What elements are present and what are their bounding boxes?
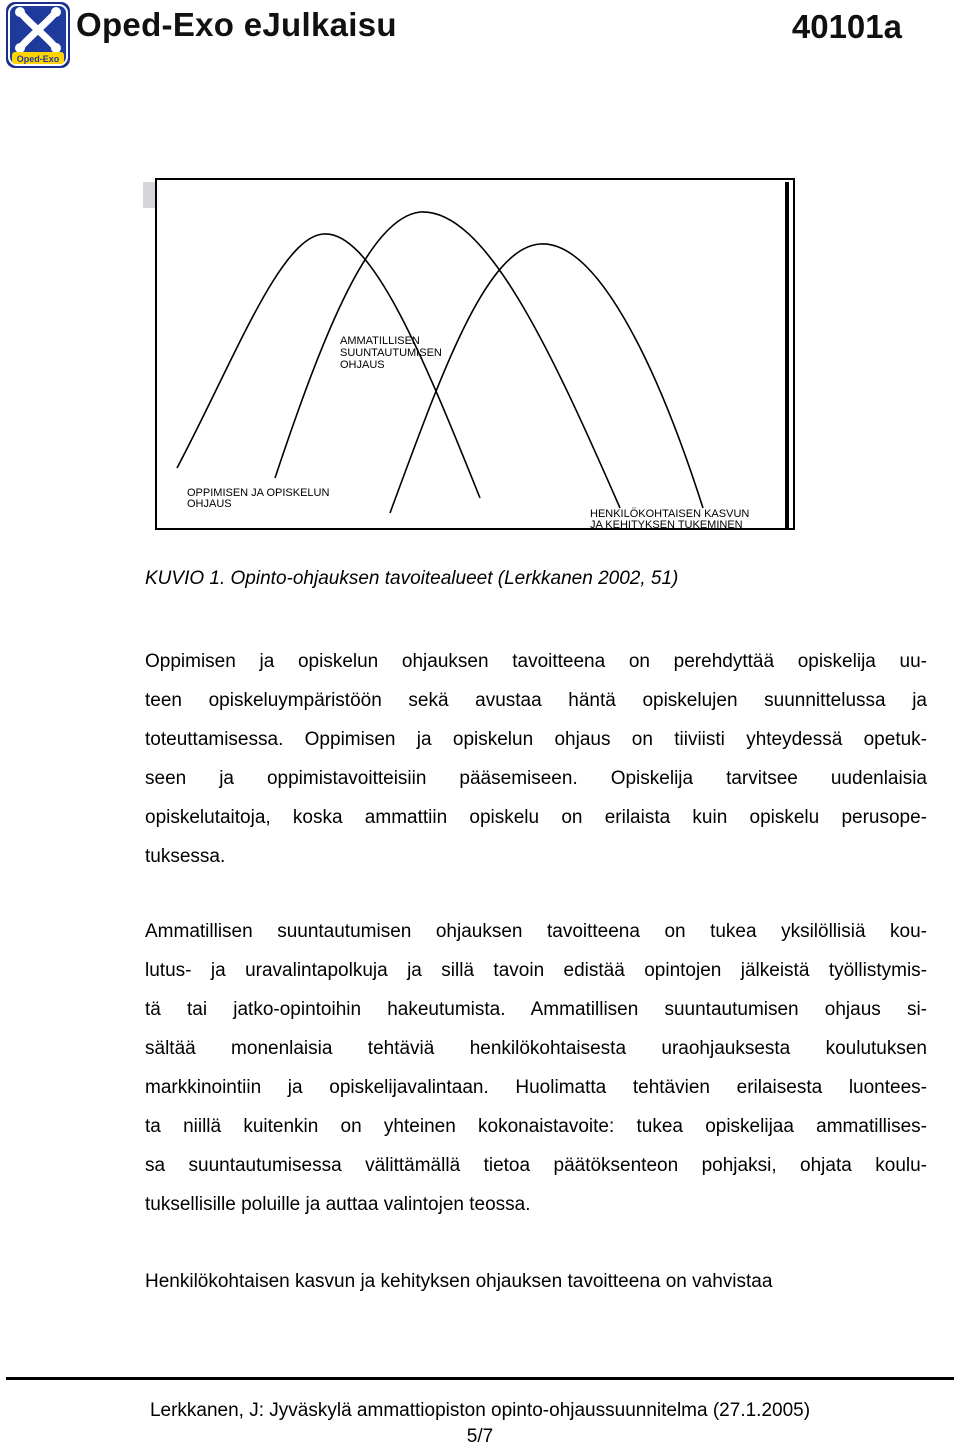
label-top: AMMATILLISEN SUUNTAUTUMISEN OHJAUS	[340, 335, 442, 371]
text-line: teen opiskeluympäristöön sekä avustaa häntä opiskelujen suunnittelussa ja	[145, 690, 927, 711]
text-line: sa suuntautumisessa välittämällä tietoa päätöksenteon pohjaksi, ohjata koulu-	[145, 1155, 927, 1176]
paragraph-personal	[145, 1262, 927, 1301]
brand-title: Oped-Exo eJulkaisu	[76, 6, 397, 43]
bell-curves-diagram	[155, 178, 795, 530]
text-line: tuksellisille poluille ja auttaa valintojen teossa.	[145, 1194, 531, 1215]
text-line: toteuttamisessa. Oppimisen ja opiskelun ohjaus on tiiviisti yhteydessä opetuk-	[145, 729, 927, 750]
text-line: seen ja oppimistavoitteisiin pääsemiseen. Opiskelija tarvitsee uudenlaisia	[145, 768, 927, 789]
footer-divider	[6, 1377, 954, 1380]
figure-frame	[156, 179, 794, 529]
logo-text: Oped-Exo	[16, 54, 60, 64]
text-line: Ammatillisen suuntautumisen ohjauksen tavoitteena on tukea yksilöllisiä kou-	[145, 921, 927, 942]
figure	[155, 178, 795, 530]
document-code: 40101a	[791, 8, 902, 45]
paragraph-learning	[145, 642, 927, 876]
figure-corner-mark	[143, 182, 155, 208]
text-line: tä tai jatko-opintoihin hakeutumista. Ammatillisen suuntautumisen ohjaus si-	[145, 999, 927, 1020]
footer-reference: Lerkkanen, J: Jyväskylä ammattiopiston opinto-ohjaussuunnitelma (27.1.2005)	[149, 1400, 811, 1421]
paragraph-career	[145, 912, 927, 1224]
text-line: ta niillä kuitenkin on yhteinen kokonaistavoite: tukea opiskelijaa ammatillises-	[145, 1116, 927, 1137]
text-line: markkinointiin ja opiskelijavalintaan. Huolimatta tehtävien erilaisesta luontees-	[145, 1077, 927, 1098]
label-right: HENKILÖKOHTAISEN KASVUN JA KEHITYKSEN TUKEMINEN	[590, 508, 750, 530]
oped-exo-logo	[6, 2, 70, 68]
text-line: lutus- ja uravalintapolkuja ja sillä tavoin edistää opintojen jälkeistä työllistymis-	[145, 960, 927, 981]
page-number: 5/7	[466, 1426, 494, 1447]
x-logo-icon	[6, 2, 70, 68]
text-line: Henkilökohtaisen kasvun ja kehityksen ohjauksen tavoitteena on vahvistaa	[145, 1271, 773, 1292]
text-line: sältää monenlaisia tehtäviä henkilökohtaisesta uraohjauksesta koulutuksen	[145, 1038, 927, 1059]
label-left: OPPIMISEN JA OPISKELUN OHJAUS	[187, 487, 330, 510]
text-line: Oppimisen ja opiskelun ohjauksen tavoitteena on perehdyttää opiskelija uu-	[145, 651, 927, 672]
text-line: tuksessa.	[145, 846, 226, 867]
text-line: opiskelutaitoja, koska ammattiin opiskelu on erilaista kuin opiskelu perusope-	[145, 807, 927, 828]
page-header	[0, 0, 960, 80]
figure-caption: KUVIO 1. Opinto-ohjauksen tavoitealueet (Lerkkanen 2002, 51)	[145, 568, 679, 589]
